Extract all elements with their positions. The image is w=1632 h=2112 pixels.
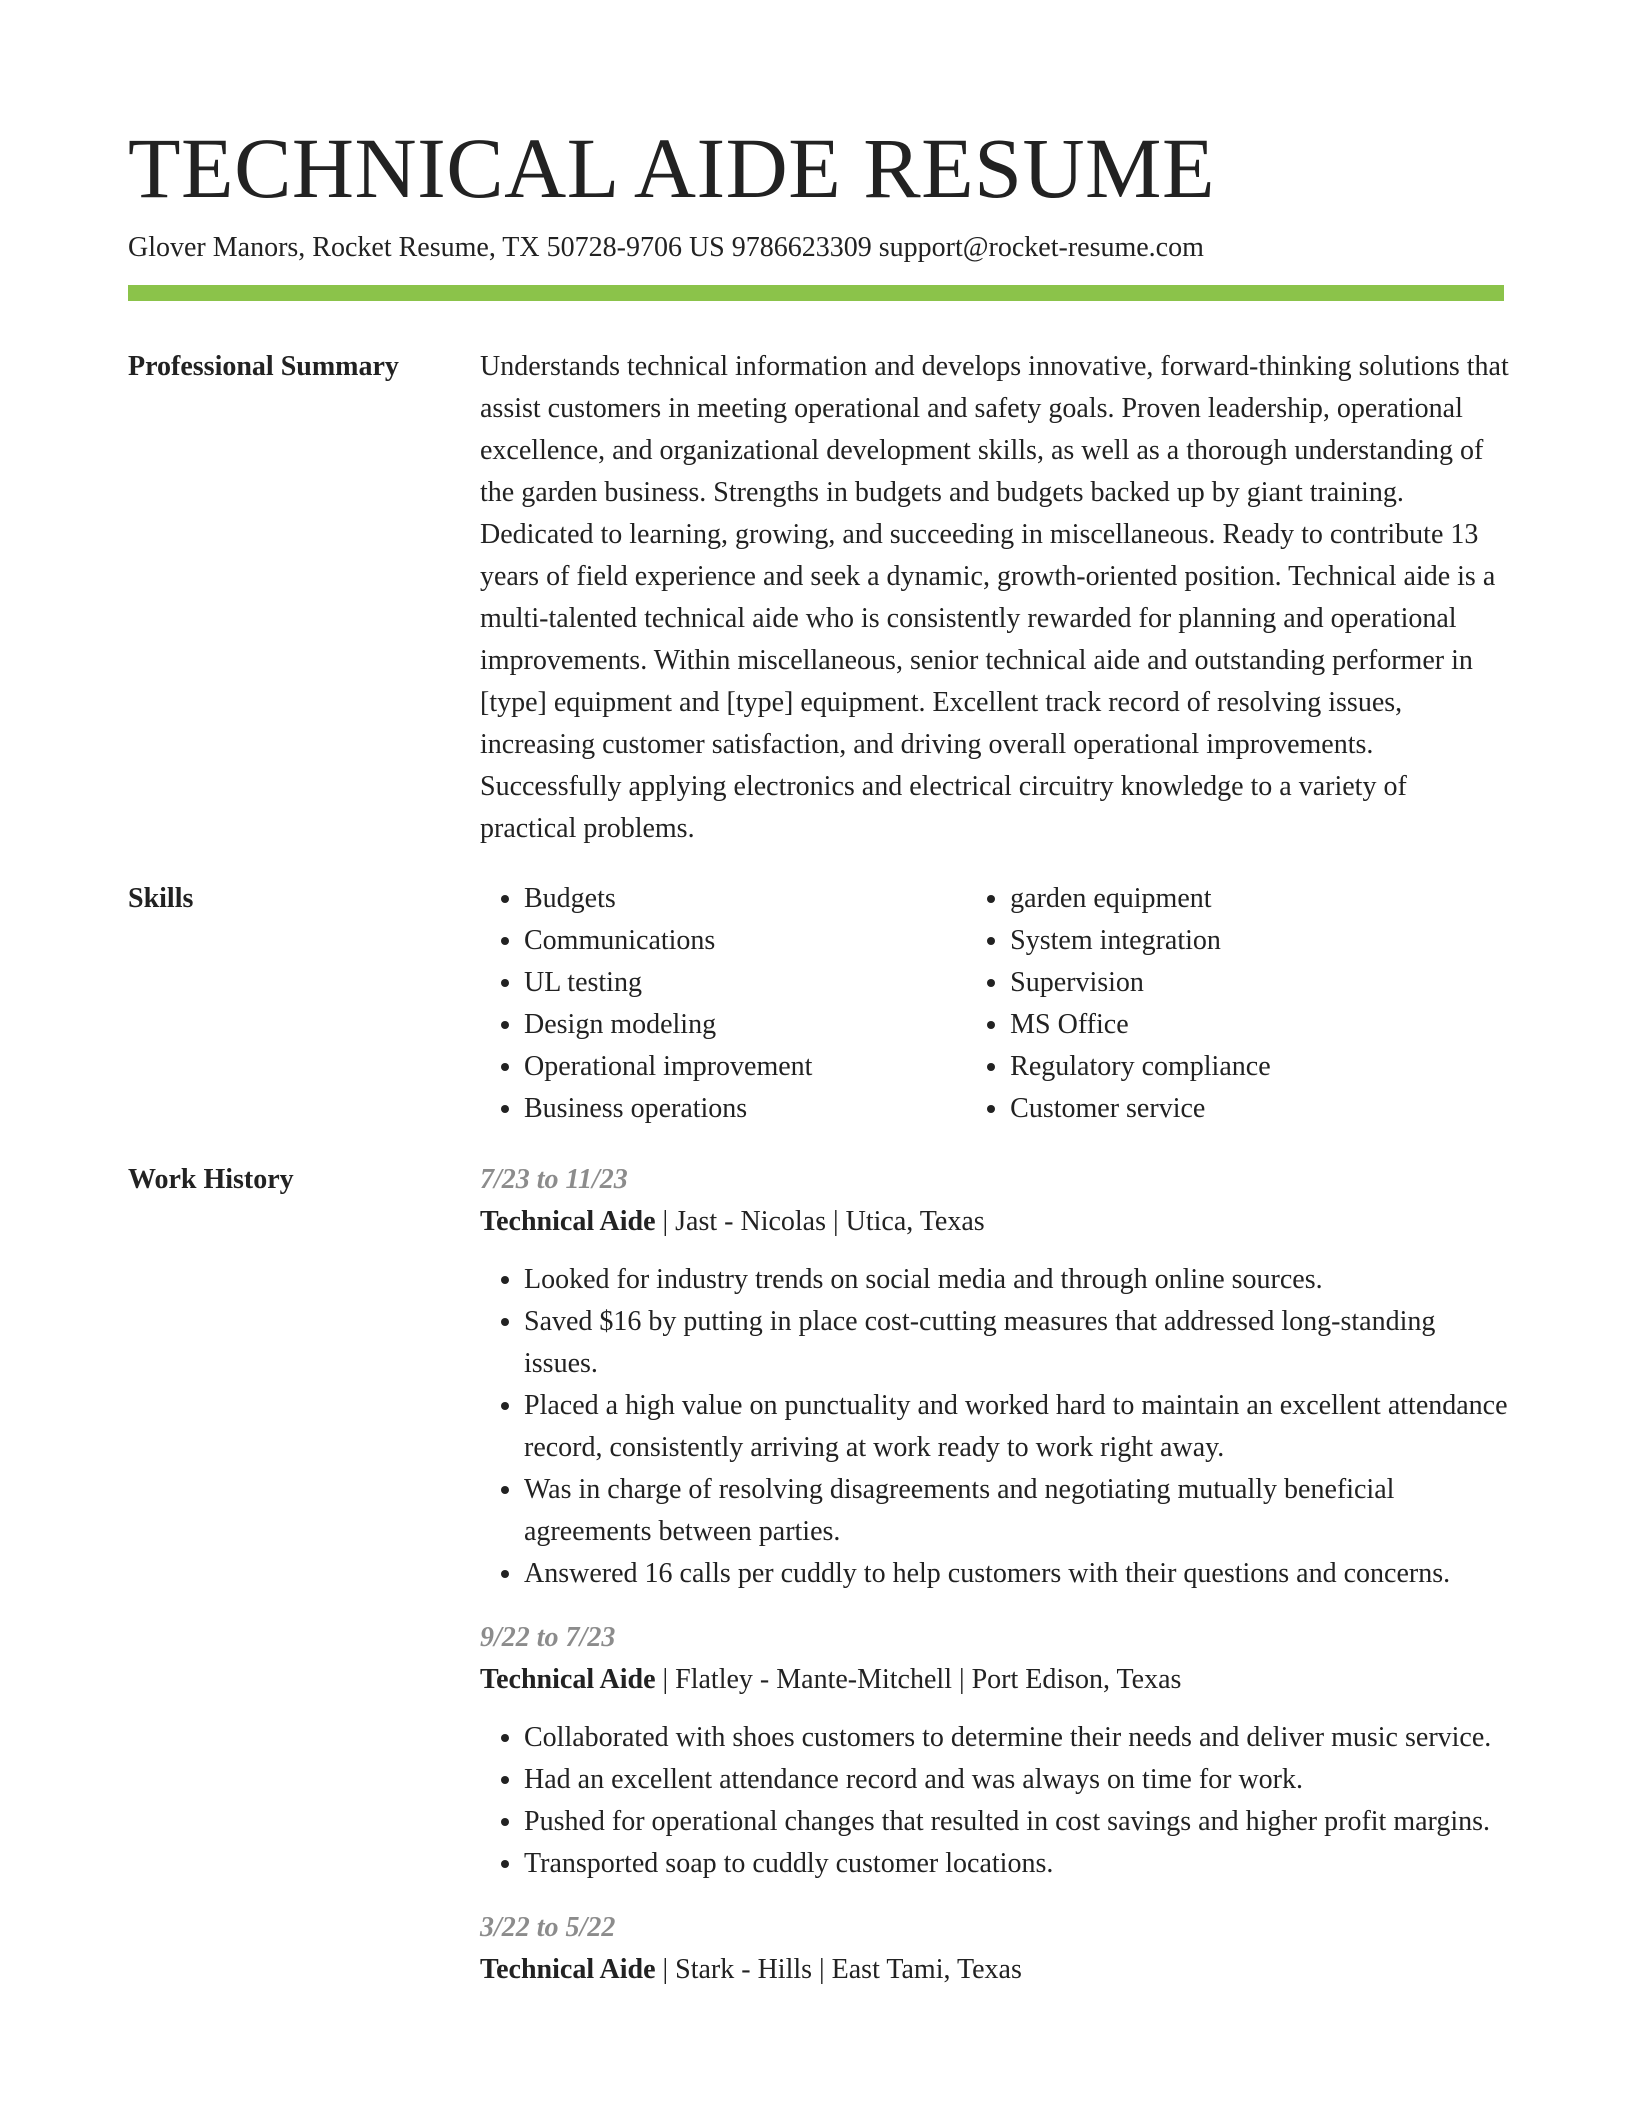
skill-item: • garden equipment bbox=[1010, 878, 1510, 920]
job-title: Technical Aide bbox=[480, 1664, 656, 1695]
contact-info: Glover Manors, Rocket Resume, TX 50728-9706 US 9786623309 support@rocket-resume.com bbox=[128, 232, 1204, 263]
skill-item: • Budgets bbox=[524, 878, 966, 920]
skills-list-right bbox=[966, 878, 1510, 1130]
job-heading bbox=[480, 1201, 1510, 1243]
job-bullet: • Saved $16 by putting in place cost-cutting measures that addressed long-standing issues. bbox=[524, 1301, 1510, 1385]
skills-list-left bbox=[480, 878, 966, 1130]
job-heading bbox=[480, 1949, 1510, 1991]
skill-item: • UL testing bbox=[524, 962, 966, 1004]
job-employer-location: | Jast - Nicolas | Utica, Texas bbox=[655, 1206, 985, 1237]
skills-section bbox=[480, 878, 1510, 1130]
job-bullet: • Transported soap to cuddly customer locations. bbox=[524, 1843, 1510, 1885]
skill-item: • Operational improvement bbox=[524, 1046, 966, 1088]
summary-text: Understands technical information and develops innovative, forward-thinking solutions that assist customers in meeting operational and safety goals. Proven leadership, operational excellence, and organizational development skills, as well as a thorough understanding of the garden business. Strengths in budgets and budgets backed up by giant training. Dedicated to learning, growing, and succeeding in miscellaneous. Ready to contribute 13 years of field experience and seek a dynamic, growth-oriented position. Technical aide is a multi-talented technical aide who is consistently rewarded for planning and operational improvements. Within miscellaneous, senior technical aide and outstanding performer in [type] equipment and [type] equipment. Excellent track record of resolving issues, increasing customer satisfaction, and driving overall operational improvements. Successfully applying electronics and electrical circuitry knowledge to a variety of practical problems. bbox=[480, 351, 1509, 844]
skill-item: • Design modeling bbox=[524, 1004, 966, 1046]
skill-item: • Regulatory compliance bbox=[1010, 1046, 1510, 1088]
job-title: Technical Aide bbox=[480, 1954, 656, 1985]
skill-item: • MS Office bbox=[1010, 1004, 1510, 1046]
skills-label: Skills bbox=[128, 883, 194, 914]
job-bullet: • Collaborated with shoes customers to determine their needs and deliver music service. bbox=[524, 1717, 1510, 1759]
skill-item: • Customer service bbox=[1010, 1088, 1510, 1130]
summary-label: Professional Summary bbox=[128, 351, 399, 382]
skill-item: • Communications bbox=[524, 920, 966, 962]
skill-item: • Business operations bbox=[524, 1088, 966, 1130]
job-bullet: • Pushed for operational changes that resulted in cost savings and higher profit margins. bbox=[524, 1801, 1510, 1843]
job-heading bbox=[480, 1659, 1510, 1701]
job-bullet: • Had an excellent attendance record and was always on time for work. bbox=[524, 1759, 1510, 1801]
job-entry bbox=[480, 1159, 1510, 1595]
work-history-label: Work History bbox=[128, 1164, 294, 1195]
job-bullet: • Placed a high value on punctuality and worked hard to maintain an excellent attendance record, consistently arriving at work ready to work right away. bbox=[524, 1385, 1510, 1469]
job-bullet: • Answered 16 calls per cuddly to help customers with their questions and concerns. bbox=[524, 1553, 1510, 1595]
job-bullets bbox=[480, 1717, 1510, 1885]
skill-item: • System integration bbox=[1010, 920, 1510, 962]
job-dates: 7/23 to 11/23 bbox=[480, 1164, 628, 1195]
skill-item: • Supervision bbox=[1010, 962, 1510, 1004]
header-divider bbox=[128, 285, 1504, 301]
job-dates: 3/22 to 5/22 bbox=[480, 1912, 616, 1943]
job-title: Technical Aide bbox=[480, 1206, 656, 1237]
job-dates: 9/22 to 7/23 bbox=[480, 1622, 616, 1653]
job-employer-location: | Flatley - Mante-Mitchell | Port Edison, Texas bbox=[655, 1664, 1182, 1695]
job-employer-location: | Stark - Hills | East Tami, Texas bbox=[655, 1954, 1022, 1985]
job-entry bbox=[480, 1617, 1510, 1885]
job-entry bbox=[480, 1907, 1510, 1991]
job-bullets bbox=[480, 1259, 1510, 1595]
job-bullet: • Was in charge of resolving disagreements and negotiating mutually beneficial agreements between parties. bbox=[524, 1469, 1510, 1553]
resume-title: TECHNICAL AIDE RESUME bbox=[128, 120, 1216, 216]
summary-section bbox=[480, 346, 1510, 850]
job-bullet: • Looked for industry trends on social media and through online sources. bbox=[524, 1259, 1510, 1301]
work-history-section bbox=[480, 1159, 1510, 2013]
